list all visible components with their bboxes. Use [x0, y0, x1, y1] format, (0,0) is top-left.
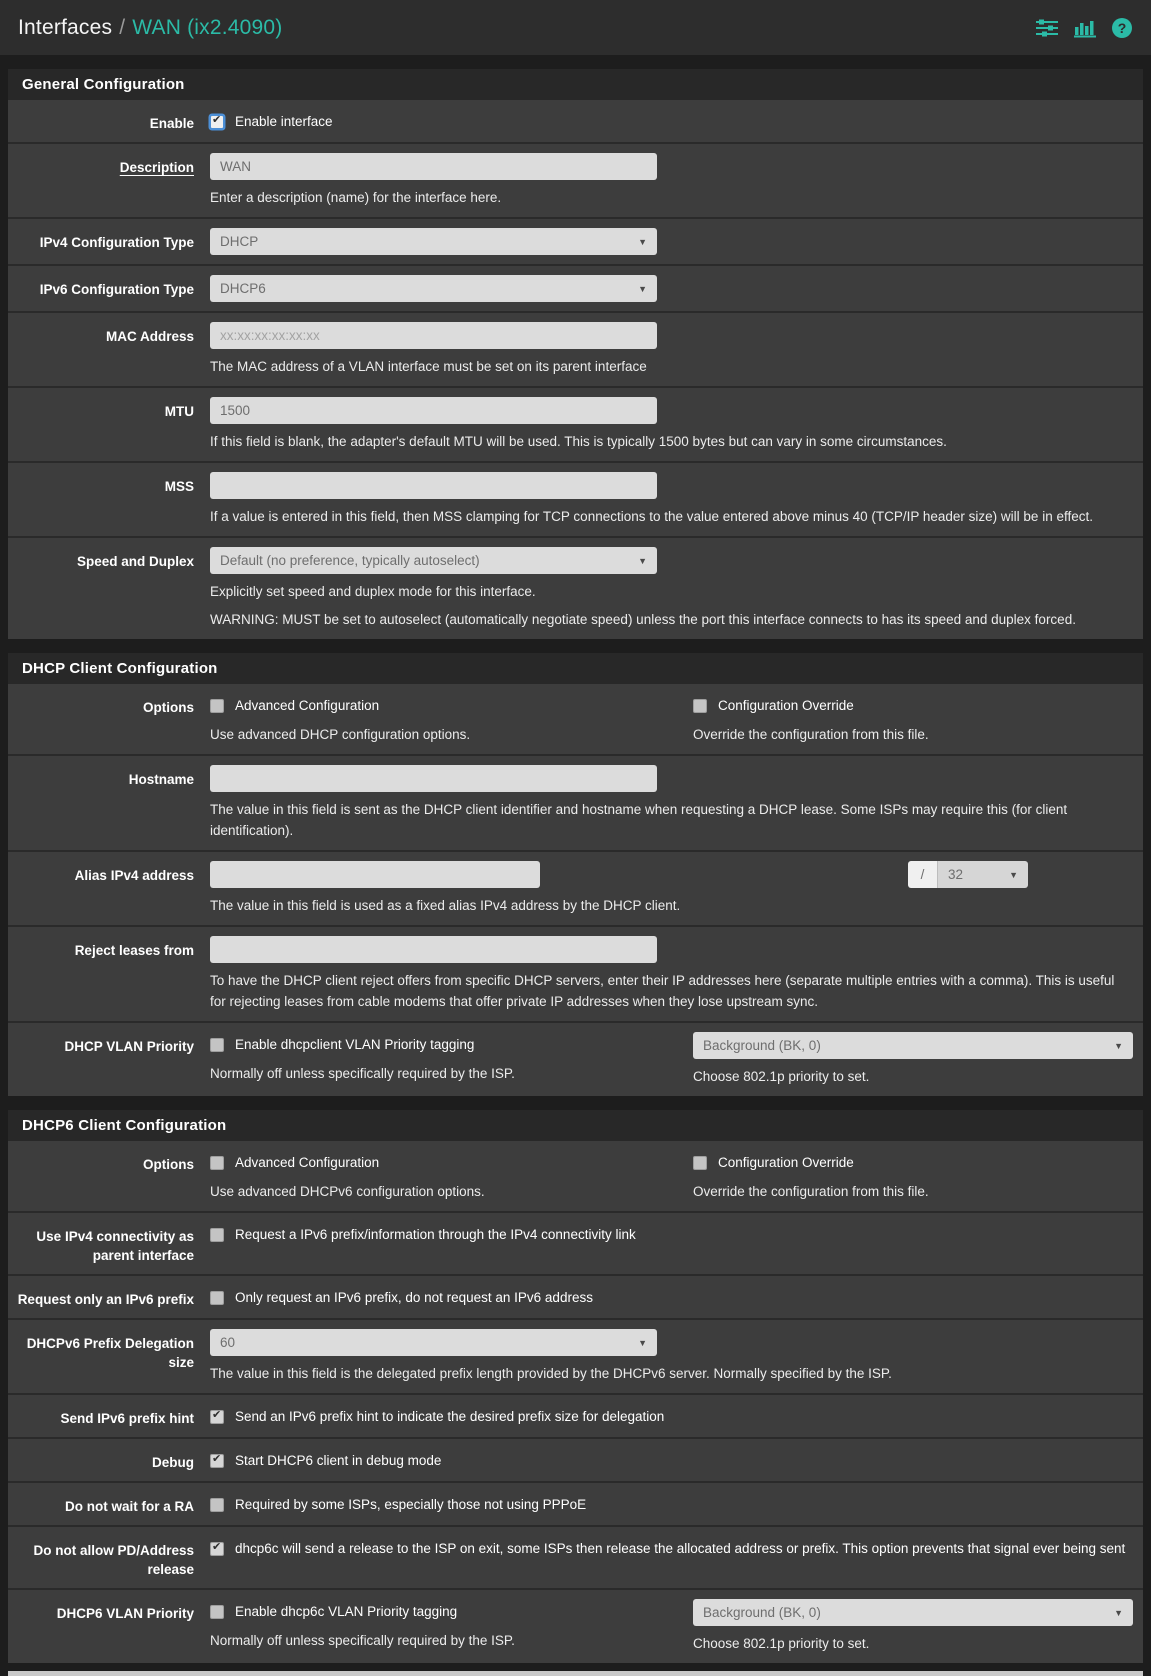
reject-leases-from-input[interactable] [210, 936, 657, 963]
row-reject-leases-from [8, 925, 1143, 1021]
breadcrumb-page-title: WAN (ix2.4090) [132, 15, 283, 39]
field-label: MTU [164, 404, 194, 419]
checkbox-box[interactable] [210, 1038, 224, 1052]
ipv4-configuration-type-select[interactable] [210, 228, 657, 255]
dhcp-options-checkbox[interactable] [693, 693, 1135, 716]
dhcp6-vlan-priority-checkbox[interactable] [210, 1599, 693, 1622]
help-text: WARNING: MUST be set to autoselect (automatically negotiate speed) unless the port this interface connects to has its speed and duplex forced. [210, 612, 1076, 627]
cidr-separator: / [908, 861, 938, 888]
alias-ipv4-address-cidr-select[interactable] [938, 861, 1028, 888]
help-text: Normally off unless specifically required by the ISP. [210, 1066, 515, 1081]
row-mss [8, 461, 1143, 536]
checkbox-label: Advanced Configuration [235, 698, 380, 713]
checkbox-box[interactable] [210, 1542, 224, 1556]
hostname-input[interactable] [210, 765, 657, 792]
row-ipv6-configuration-type [8, 264, 1143, 311]
breadcrumb-section: Interfaces [18, 15, 113, 39]
field-label: IPv6 Configuration Type [39, 282, 194, 297]
chevron-down-icon: ▼ [1009, 869, 1018, 880]
row-enable [8, 100, 1143, 142]
row-hostname [8, 754, 1143, 850]
next-section-partial [8, 1671, 1143, 1676]
field-label: Hostname [128, 772, 194, 787]
row-mtu [8, 386, 1143, 461]
section-title: General Configuration [8, 69, 1143, 100]
field-label: Do not wait for a RA [65, 1499, 194, 1514]
svg-text:?: ? [1117, 19, 1127, 36]
checkbox-label: Enable dhcpclient VLAN Priority tagging [235, 1037, 475, 1052]
send-ipv6-prefix-hint-checkbox[interactable] [210, 1404, 1129, 1427]
field-label: Alias IPv4 address [74, 868, 194, 883]
enable-checkbox[interactable] [210, 109, 1129, 132]
checkbox-box[interactable] [693, 699, 707, 713]
row-do-not-allow-pd-release [8, 1525, 1143, 1588]
help-text: Override the configuration from this file. [693, 727, 929, 742]
checkbox-box[interactable] [210, 1454, 224, 1468]
checkbox-box[interactable] [210, 699, 224, 713]
field-label: Debug [152, 1455, 194, 1470]
dhcp-vlan-priority-checkbox[interactable] [210, 1032, 693, 1055]
form-panels [0, 69, 1151, 1663]
help-text: If this field is blank, the adapter's default MTU will be used. This is typically 1500 bytes but can vary in some circumstances. [210, 434, 947, 449]
field-label: Options [143, 1157, 194, 1172]
checkbox-label: Request a IPv6 prefix/information through the IPv4 connectivity link [235, 1227, 636, 1242]
help-text: Use advanced DHCP configuration options. [210, 727, 471, 742]
checkbox-box[interactable] [210, 1498, 224, 1512]
field-label: Send IPv6 prefix hint [60, 1411, 194, 1426]
dhcp-options-checkbox[interactable] [210, 693, 693, 716]
checkbox-box[interactable] [210, 1605, 224, 1619]
checkbox-box[interactable] [210, 1156, 224, 1170]
dhcpv6-prefix-delegation-size-select[interactable] [210, 1329, 657, 1356]
row-debug [8, 1437, 1143, 1481]
help-text: Explicitly set speed and duplex mode for this interface. [210, 584, 536, 599]
section-title: DHCP Client Configuration [8, 653, 1143, 684]
select-value: 60 [220, 1335, 236, 1350]
help-text: Normally off unless specifically required by the ISP. [210, 1633, 515, 1648]
select-value: 32 [948, 867, 964, 882]
help-text: The value in this field is used as a fixed alias IPv4 address by the DHCP client. [210, 898, 681, 913]
checkbox-box[interactable] [210, 1291, 224, 1305]
field-label: IPv4 Configuration Type [39, 235, 194, 250]
ipv6-configuration-type-select[interactable] [210, 275, 657, 302]
checkbox-label: Configuration Override [718, 1155, 854, 1170]
help-text: The MAC address of a VLAN interface must be set on its parent interface [210, 359, 647, 374]
help-text: Override the configuration from this file. [693, 1184, 929, 1199]
field-label: Enable [149, 116, 194, 131]
chevron-down-icon: ▼ [638, 555, 647, 566]
select-value: Background (BK, 0) [703, 1038, 821, 1053]
field-label: Options [143, 700, 194, 715]
checkbox-label: dhcp6c will send a release to the ISP on exit, some ISPs then release the allocated address or prefix. This option prevents that signal ever being sent [235, 1541, 1126, 1556]
checkbox-label: Send an IPv6 prefix hint to indicate the desired prefix size for delegation [235, 1409, 665, 1424]
do-not-allow-pd-release-checkbox[interactable] [210, 1536, 1129, 1559]
field-label: DHCP VLAN Priority [64, 1039, 194, 1054]
field-label: DHCPv6 Prefix Delegation size [26, 1336, 194, 1370]
field-label: Request only an IPv6 prefix [17, 1292, 194, 1307]
row-dhcp6-vlan-priority [8, 1588, 1143, 1663]
dhcp-vlan-priority-select[interactable] [693, 1032, 1133, 1059]
chevron-down-icon: ▼ [1114, 1607, 1123, 1618]
row-dhcp-options [8, 684, 1143, 754]
field-label: Speed and Duplex [76, 554, 194, 569]
help-text: Enter a description (name) for the interface here. [210, 190, 502, 205]
chevron-down-icon: ▼ [638, 236, 647, 247]
help-text: Choose 802.1p priority to set. [693, 1069, 870, 1084]
select-value: DHCP [220, 234, 259, 249]
checkbox-box[interactable] [693, 1156, 707, 1170]
request-only-ipv6-prefix-checkbox[interactable] [210, 1285, 1129, 1308]
select-value: Background (BK, 0) [703, 1605, 821, 1620]
checkbox-box[interactable] [210, 1410, 224, 1424]
select-value: DHCP6 [220, 281, 266, 296]
alias-ipv4-address-cidr-group [908, 861, 1028, 888]
dhcp6-vlan-priority-select[interactable] [693, 1599, 1133, 1626]
row-do-not-wait-for-ra [8, 1481, 1143, 1525]
row-send-ipv6-prefix-hint [8, 1393, 1143, 1437]
help-text: The value in this field is the delegated prefix length provided by the DHCPv6 server. Normally specified by the ISP. [210, 1366, 892, 1381]
use-ipv4-connectivity-checkbox[interactable] [210, 1222, 1129, 1245]
row-dhcp-vlan-priority [8, 1021, 1143, 1096]
field-label: DHCP6 VLAN Priority [56, 1606, 194, 1621]
help-text: If a value is entered in this field, then MSS clamping for TCP connections to the value entered above minus 40 (TCP/IP header size) will be in effect. [210, 509, 1093, 524]
checkbox-label: Only request an IPv6 prefix, do not request an IPv6 address [235, 1290, 593, 1305]
row-alias-ipv4-address [8, 850, 1143, 925]
alias-ipv4-address-input[interactable] [210, 861, 540, 888]
chevron-down-icon: ▼ [1114, 1040, 1123, 1051]
description-input[interactable] [210, 153, 657, 180]
dhcp6-options-checkbox[interactable] [693, 1150, 1135, 1173]
row-speed-and-duplex [8, 536, 1143, 639]
row-dhcp6-options [8, 1141, 1143, 1211]
breadcrumb [18, 16, 283, 40]
do-not-wait-for-ra-checkbox[interactable] [210, 1492, 1129, 1515]
panel-dhcp6-client-configuration [8, 1110, 1143, 1663]
mac-address-input[interactable] [210, 322, 657, 349]
mtu-input[interactable] [210, 397, 657, 424]
row-use-ipv4-connectivity [8, 1211, 1143, 1274]
row-description [8, 142, 1143, 217]
field-label: Description [119, 160, 194, 175]
help-text: Choose 802.1p priority to set. [693, 1636, 870, 1651]
field-label: MSS [164, 479, 194, 494]
checkbox-box[interactable] [210, 1228, 224, 1242]
checkbox-label: Enable interface [235, 114, 333, 129]
row-mac-address [8, 311, 1143, 386]
dhcp6-options-checkbox[interactable] [210, 1150, 693, 1173]
checkbox-label: Advanced Configuration [235, 1155, 380, 1170]
field-label: Reject leases from [74, 943, 194, 958]
debug-checkbox[interactable] [210, 1448, 1129, 1471]
row-request-only-ipv6-prefix [8, 1274, 1143, 1318]
panel-settings-sliders-icon[interactable] [1035, 18, 1059, 38]
checkbox-label: Required by some ISPs, especially those not using PPPoE [235, 1497, 587, 1512]
breadcrumb-separator: / [119, 15, 126, 39]
select-value: Default (no preference, typically autoselect) [220, 553, 480, 568]
header-actions [1035, 17, 1133, 39]
panel-general-configuration [8, 69, 1143, 639]
row-ipv4-configuration-type [8, 217, 1143, 264]
help-text: To have the DHCP client reject offers from specific DHCP servers, enter their IP addresses here (separate multiple entries with a comma). This is useful for rejecting leases from cable modems that offer private IP addresses when they lose upstream sync. [210, 973, 1115, 1009]
checkbox-label: Enable dhcp6c VLAN Priority tagging [235, 1604, 458, 1619]
help-text: Use advanced DHCPv6 configuration options. [210, 1184, 485, 1199]
chevron-down-icon: ▼ [638, 1337, 647, 1348]
checkbox-label: Configuration Override [718, 698, 854, 713]
field-label: MAC Address [105, 329, 194, 344]
checkbox-box[interactable] [210, 115, 224, 129]
field-label: Use IPv4 connectivity as parent interface [36, 1229, 194, 1263]
field-label: Do not allow PD/Address release [33, 1543, 194, 1577]
chevron-down-icon: ▼ [638, 283, 647, 294]
row-dhcpv6-prefix-delegation-size [8, 1318, 1143, 1393]
panel-dhcp-client-configuration [8, 653, 1143, 1096]
mss-input[interactable] [210, 472, 657, 499]
help-icon[interactable] [1111, 17, 1133, 39]
help-text: The value in this field is sent as the DHCP client identifier and hostname when requesting a DHCP lease. Some ISPs may require this (for client identification). [210, 802, 1068, 838]
checkbox-label: Start DHCP6 client in debug mode [235, 1453, 442, 1468]
page-header [0, 0, 1151, 55]
status-bar-chart-icon[interactable] [1073, 18, 1097, 38]
speed-and-duplex-select[interactable] [210, 547, 657, 574]
section-title: DHCP6 Client Configuration [8, 1110, 1143, 1141]
